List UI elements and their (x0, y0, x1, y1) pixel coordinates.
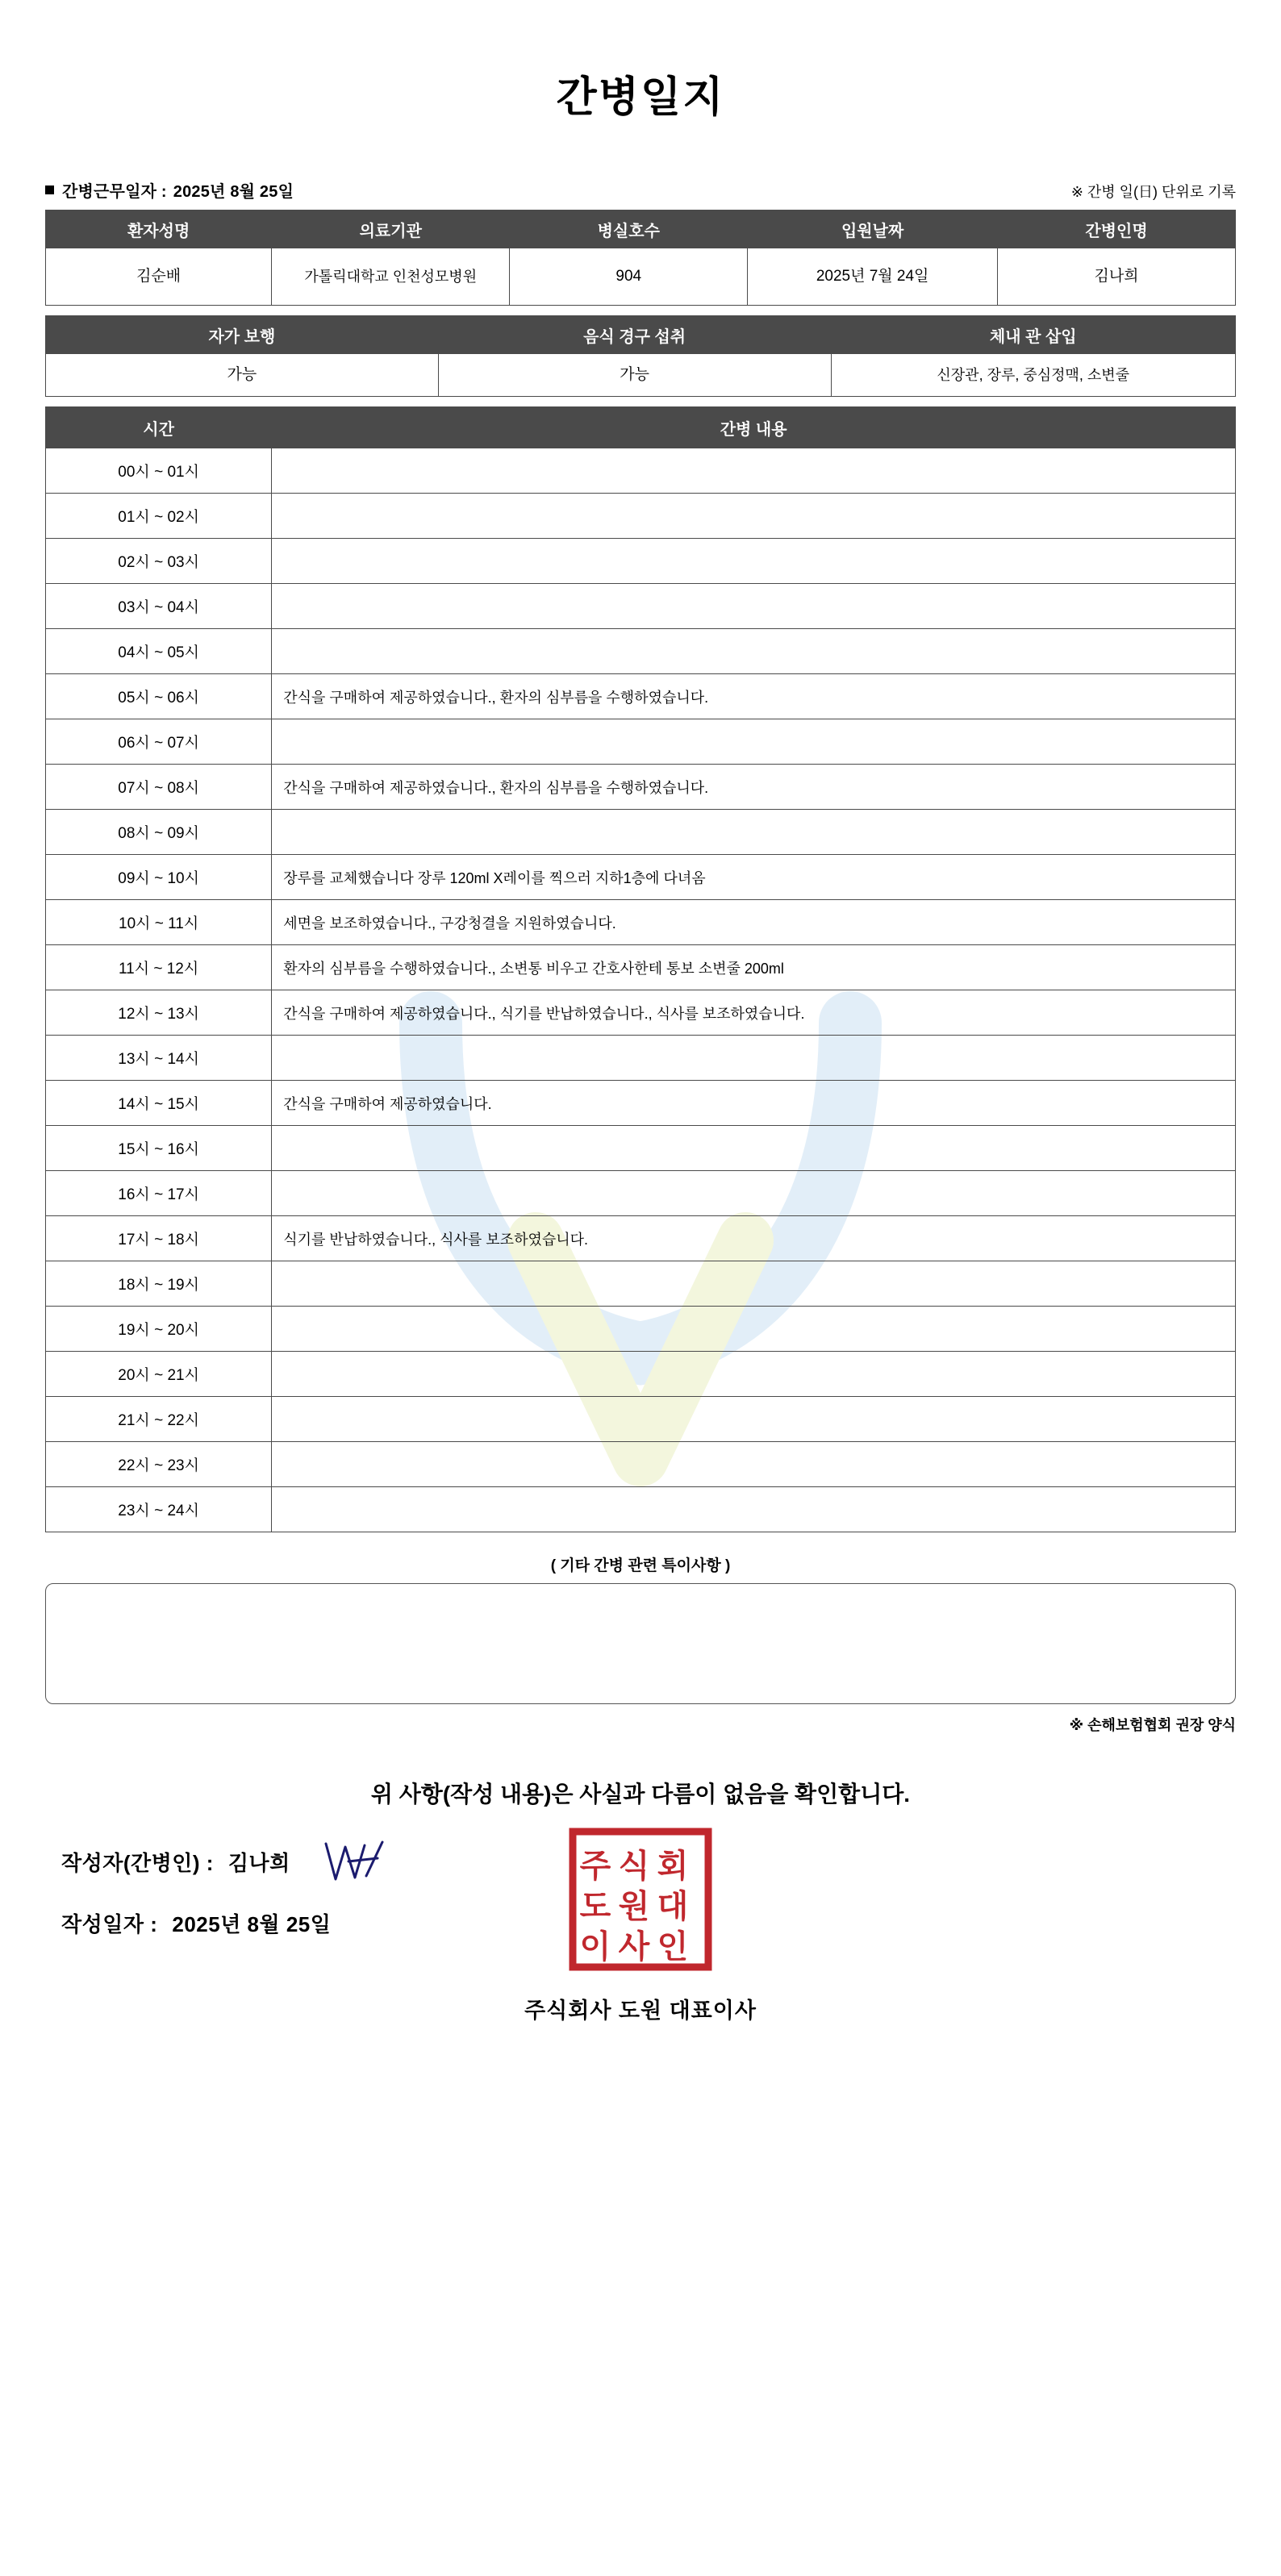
care-log-time-cell: 10시 ~ 11시 (46, 900, 272, 945)
patient-info-table (45, 210, 1236, 306)
condition-header-oral-intake: 음식 경구 섭취 (438, 316, 831, 354)
care-log-header-content: 간병 내용 (272, 407, 1236, 448)
table-row (46, 1442, 1236, 1487)
company-seal-icon (568, 1827, 713, 1972)
record-unit-note: ※ 간병 일(日) 단위로 기록 (1070, 184, 1236, 200)
patient-value-admission-date: 2025년 7월 24일 (748, 248, 998, 306)
care-log-content-cell[interactable] (272, 1307, 1236, 1352)
table-row (46, 539, 1236, 584)
table-row (46, 674, 1236, 719)
table-row (46, 1171, 1236, 1216)
care-log-time-cell: 06시 ~ 07시 (46, 719, 272, 765)
table-row (46, 1036, 1236, 1081)
care-log-time-cell: 08시 ~ 09시 (46, 810, 272, 855)
care-log-time-cell: 18시 ~ 19시 (46, 1261, 272, 1307)
work-date (45, 178, 294, 202)
patient-header-name: 환자성명 (46, 210, 272, 248)
patient-header-caregiver: 간병인명 (998, 210, 1236, 248)
care-log-content-cell[interactable] (272, 1036, 1236, 1081)
table-row (46, 248, 1236, 306)
table-row (46, 1397, 1236, 1442)
work-date-value: 2025년 8월 25일 (173, 183, 294, 201)
condition-value-walking: 가능 (46, 354, 439, 397)
care-log-content-cell[interactable] (272, 539, 1236, 584)
table-row-header (46, 407, 1236, 448)
condition-header-walking: 자가 보행 (46, 316, 439, 354)
handwritten-signature-icon (319, 1837, 424, 1886)
care-log-content-cell[interactable]: 장루를 교체했습니다 장루 120ml X레이를 찍으러 지하1층에 다녀옴 (272, 855, 1236, 900)
care-log-content-cell[interactable]: 간식을 구매하여 제공하였습니다., 식기를 반납하였습니다., 식사를 보조하였습니다. (272, 990, 1236, 1036)
table-row (46, 1307, 1236, 1352)
care-log-content-cell[interactable] (272, 494, 1236, 539)
patient-header-room: 병실호수 (510, 210, 748, 248)
table-row (46, 1261, 1236, 1307)
svg-text:인: 인 (657, 1929, 689, 1965)
work-date-label: 간병근무일자 : (62, 183, 167, 201)
care-log-content-cell[interactable] (272, 1261, 1236, 1307)
table-row (46, 354, 1236, 397)
care-log-time-cell: 17시 ~ 18시 (46, 1216, 272, 1261)
signature-date-label: 작성일자 : (61, 1911, 158, 1936)
care-log-time-cell: 07시 ~ 08시 (46, 765, 272, 810)
care-log-time-cell: 02시 ~ 03시 (46, 539, 272, 584)
remarks-title: ( 기타 간병 관련 특이사항 ) (550, 1557, 731, 1574)
care-log-content-cell[interactable] (272, 1442, 1236, 1487)
condition-table (45, 315, 1236, 397)
table-row (46, 1081, 1236, 1126)
svg-text:회: 회 (657, 1849, 689, 1884)
care-log-content-cell[interactable] (272, 1352, 1236, 1397)
care-log-content-cell[interactable]: 간식을 구매하여 제공하였습니다., 환자의 심부름을 수행하였습니다. (272, 674, 1236, 719)
care-log-content-cell[interactable]: 세면을 보조하였습니다., 구강청결을 지원하였습니다. (272, 900, 1236, 945)
care-log-time-cell: 23시 ~ 24시 (46, 1487, 272, 1532)
condition-value-tubes: 신장관, 장루, 중심정맥, 소변줄 (831, 354, 1236, 397)
care-log-time-cell: 20시 ~ 21시 (46, 1352, 272, 1397)
care-log-content-cell[interactable] (272, 1397, 1236, 1442)
patient-header-admission-date: 입원날짜 (748, 210, 998, 248)
care-log-content-cell[interactable] (272, 810, 1236, 855)
table-row (46, 945, 1236, 990)
confirmation-statement: 위 사항(작성 내용)은 사실과 다름이 없음을 확인합니다. (370, 1782, 911, 1807)
svg-text:사: 사 (618, 1929, 650, 1965)
company-signature-line: 주식회사 도원 대표이사 (524, 1999, 757, 2023)
svg-text:대: 대 (657, 1889, 689, 1924)
care-log-time-cell: 22시 ~ 23시 (46, 1442, 272, 1487)
table-row (46, 810, 1236, 855)
care-log-content-cell[interactable] (272, 719, 1236, 765)
meta-row (45, 178, 1236, 202)
care-log-table (45, 406, 1236, 1532)
care-log-content-cell[interactable]: 식기를 반납하였습니다., 식사를 보조하였습니다. (272, 1216, 1236, 1261)
care-log-content-cell[interactable] (272, 629, 1236, 674)
care-log-time-cell: 09시 ~ 10시 (46, 855, 272, 900)
table-row (46, 765, 1236, 810)
care-log-content-cell[interactable] (272, 448, 1236, 494)
table-row (46, 900, 1236, 945)
care-log-content-cell[interactable]: 간식을 구매하여 제공하였습니다., 환자의 심부름을 수행하였습니다. (272, 765, 1236, 810)
document-page (0, 63, 1281, 2576)
patient-header-hospital: 의료기관 (272, 210, 510, 248)
table-row (46, 1216, 1236, 1261)
svg-text:이: 이 (579, 1929, 611, 1965)
care-log-content-cell[interactable] (272, 1126, 1236, 1171)
care-log-content-cell[interactable] (272, 1171, 1236, 1216)
care-log-time-cell: 19시 ~ 20시 (46, 1307, 272, 1352)
care-log-content-cell[interactable] (272, 1487, 1236, 1532)
table-row (46, 1487, 1236, 1532)
care-log-time-cell: 04시 ~ 05시 (46, 629, 272, 674)
patient-value-hospital: 가톨릭대학교 인천성모병원 (272, 248, 510, 306)
svg-text:주: 주 (579, 1849, 611, 1884)
bullet-icon (45, 185, 54, 194)
care-log-time-cell: 15시 ~ 16시 (46, 1126, 272, 1171)
patient-value-room: 904 (510, 248, 748, 306)
table-row-header (46, 210, 1236, 248)
table-row (46, 990, 1236, 1036)
care-log-content-cell[interactable]: 환자의 심부름을 수행하였습니다., 소변통 비우고 간호사한테 통보 소변줄 200ml (272, 945, 1236, 990)
table-row (46, 629, 1236, 674)
care-log-time-cell: 00시 ~ 01시 (46, 448, 272, 494)
svg-text:식: 식 (618, 1849, 650, 1884)
patient-value-caregiver: 김나희 (998, 248, 1236, 306)
svg-text:도: 도 (579, 1889, 611, 1924)
table-row (46, 494, 1236, 539)
condition-header-tubes: 체내 관 삽입 (831, 316, 1236, 354)
remarks-box[interactable] (45, 1583, 1236, 1704)
care-log-time-cell: 11시 ~ 12시 (46, 945, 272, 990)
care-log-time-cell: 03시 ~ 04시 (46, 584, 272, 629)
patient-value-name: 김순배 (46, 248, 272, 306)
signature-date-value: 2025년 8월 25일 (172, 1911, 332, 1936)
care-log-time-cell: 13시 ~ 14시 (46, 1036, 272, 1081)
table-row (46, 855, 1236, 900)
table-row (46, 448, 1236, 494)
signature-author-label: 작성자(간병인) : (61, 1850, 214, 1875)
care-log-time-cell: 21시 ~ 22시 (46, 1397, 272, 1442)
table-row (46, 719, 1236, 765)
care-log-header-time: 시간 (46, 407, 272, 448)
care-log-time-cell: 14시 ~ 15시 (46, 1081, 272, 1126)
svg-text:원: 원 (618, 1889, 650, 1924)
care-log-content-cell[interactable] (272, 584, 1236, 629)
care-log-body (46, 448, 1236, 1532)
care-log-time-cell: 12시 ~ 13시 (46, 990, 272, 1036)
table-row (46, 1352, 1236, 1397)
table-row-header (46, 316, 1236, 354)
care-log-content-cell[interactable]: 간식을 구매하여 제공하였습니다. (272, 1081, 1236, 1126)
signature-author-value: 김나희 (227, 1850, 290, 1875)
care-log-time-cell: 01시 ~ 02시 (46, 494, 272, 539)
condition-value-oral-intake: 가능 (438, 354, 831, 397)
table-row (46, 1126, 1236, 1171)
page-title: 간병일지 (556, 74, 725, 121)
care-log-time-cell: 16시 ~ 17시 (46, 1171, 272, 1216)
care-log-time-cell: 05시 ~ 06시 (46, 674, 272, 719)
association-note: ※ 손해보험협회 권장 양식 (1069, 1717, 1236, 1733)
table-row (46, 584, 1236, 629)
